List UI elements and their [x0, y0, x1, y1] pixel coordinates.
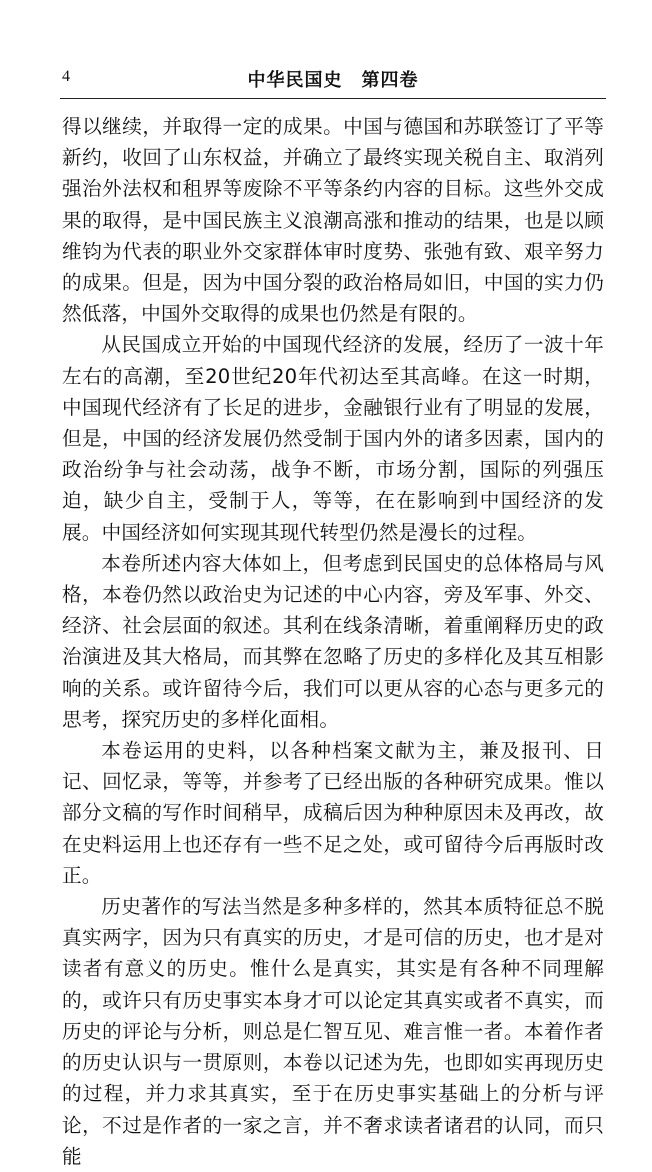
- body-text: [62, 111, 604, 1172]
- page-header: [62, 66, 604, 92]
- paragraph-1: 得以继续，并取得一定的成果。中国与德国和苏联签订了平等新约，收回了山东权益，并确立了最终实现关税自主、取消列强治外法权和租界等废除不平等条约内容的目标。这些外交成果的取得，是中国民族主义浪潮高涨和推动的结果，也是以顾维钧为代表的职业外交家群体审时度势、张弛有致、艰辛努力的成果。但是，因为中国分裂的政治格局如旧，中国的实力仍然低落，中国外交取得的成果也仍然是有限的。: [62, 115, 604, 326]
- paragraph-2: 从民国成立开始的中国现代经济的发展，经历了一波十年左右的高潮，至20世纪20年代初达至其高峰。在这一时期，中国现代经济有了长足的进步，金融银行业有了明显的发展，但是，中国的经济发展仍然受制于国内外的诸多因素，国内的政治纷争与社会动荡，战争不断，市场分割，国际的列强压迫，缺少自主，受制于人，等等，在在影响到中国经济的发展。中国经济如何实现其现代转型仍然是漫长的过程。: [62, 333, 604, 544]
- header-rule: [60, 98, 606, 99]
- paragraph-5: 历史著作的写法当然是多种多样的，然其本质特征总不脱真实两字，因为只有真实的历史，才是可信的历史，也才是对读者有意义的历史。惟什么是真实，其实是有各种不同理解的，或许只有历史事实本身才可以论定其真实或者不真实，而历史的评论与分析，则总是仁智互见、难言惟一者。本着作者的历史认识与一贯原则，本卷以记述为先，也即如实再现历史的过程，并力求其真实，至于在历史事实基础上的分析与评论，不过是作者的一家之言，并不奢求读者诸君的认同，而只能: [62, 895, 604, 1168]
- running-title: 中华民国史 第四卷: [247, 70, 419, 91]
- paragraph-3: 本卷所述内容大体如上，但考虑到民国史的总体格局与风格，本卷仍然以政治史为记述的中心内容，旁及军事、外交、经济、社会层面的叙述。其利在线条清晰，着重阐释历史的政治演进及其大格局，而其弊在忽略了历史的多样化及其互相影响的关系。或许留待今后，我们可以更从容的心态与更多元的思考，探究历史的多样化面相。: [62, 551, 604, 731]
- paragraph-4: 本卷运用的史料，以各种档案文献为主，兼及报刊、日记、回忆录，等等，并参考了已经出版的各种研究成果。惟以部分文稿的写作时间稍早，成稿后因为种种原因未及再改，故在史料运用上也还存有一些不足之处，或可留待今后再版时改正。: [62, 739, 604, 887]
- page-number: 4: [62, 68, 70, 85]
